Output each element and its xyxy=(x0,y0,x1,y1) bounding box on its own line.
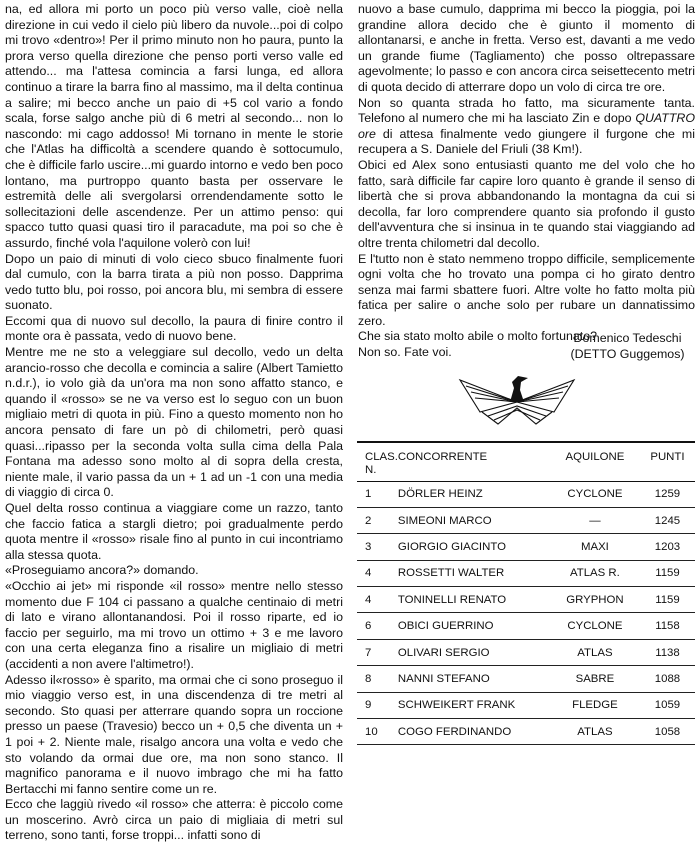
cell-glider: FLEDGE xyxy=(572,699,618,712)
cell-glider: CYCLONE xyxy=(567,620,623,633)
cell-points: 1058 xyxy=(654,725,681,738)
cell-glider: ATLAS xyxy=(577,725,613,738)
header-points: PUNTI xyxy=(650,451,685,463)
cell-glider: — xyxy=(589,514,601,527)
cell-points: 1159 xyxy=(655,593,680,606)
cell-pilot: TONINELLI RENATO xyxy=(397,593,507,606)
cell-position: 10 xyxy=(365,725,378,738)
article-paragraph: Mentre me ne sto a veleggiare sul decollo, vedo un delta arancio-rosso che decolla e comincia a salire (Albert Tamietto n.d.r.), io volo già da un'ora ma non sono affatto stanco, e quando il «rosso» se ne va verso est lo seguo con un buon migliaio metri di quota in più. Fino a questo momento non ho ancora pensato di fare un pò di chilometri, però quasi quasi...ripasso per la seconda volta sulla cima della Pala Fontana ma adesso sono molto al di sopra della cresta, niente male, il vario passa da un + 1 ad un -1 con una media di viaggio di circa 0. xyxy=(5,345,343,500)
article-paragraph: Dopo un paio di minuti di volo cieco sbuco finalmente fuori dal cumulo, con la barra tirata a più non posso. Dapprima vedo tutto blu, poi rosso, poi ancora blu, mi sembra di essere suonato. xyxy=(5,251,343,313)
cell-position: 4 xyxy=(365,593,372,606)
cell-pilot: GIORGIO GIACINTO xyxy=(397,540,506,553)
cell-glider: SABRE xyxy=(575,672,615,685)
cell-position: 7 xyxy=(365,646,372,659)
cell-glider: GRYPHON xyxy=(566,593,624,606)
table-row xyxy=(357,613,695,639)
cell-points: 1203 xyxy=(654,540,681,553)
results-table-wrapper xyxy=(357,441,695,745)
table-row xyxy=(357,534,695,560)
header-pilot: CONCORRENTE xyxy=(397,451,488,463)
table-row xyxy=(357,666,695,692)
cell-pilot: SIMEONI MARCO xyxy=(397,514,492,527)
article-paragraph: Non so quanta strada ho fatto, ma sicuramente tanta. Telefono al numero che mi ha lasciato Zin e dopo QUATTRO ore di attesa finalmente vedo giungere il furgone che mi recupera a S. Daniele del Friuli (38 Km!). xyxy=(358,95,695,157)
table-row xyxy=(357,481,695,507)
article-paragraph: Eccomi qua di nuovo sul decollo, la paura di finire contro il monte ora è passata, vedo di nuovo bene. xyxy=(5,313,343,344)
article-paragraph: nuovo a base cumulo, dapprima mi becco la pioggia, poi la grandine allora decido che è giunto il momento di allontanarsi, e anche in fretta. Verso est, davanti a me vedo un grande fiume (Tagliamento) che posso oltrepassare agevolmente; lo passo e con ancora circa seisettecento metri di quota decido di atterrare dopo un volo di circa tre ore. xyxy=(358,2,695,94)
cell-points: 1158 xyxy=(655,620,680,633)
cell-position: 2 xyxy=(365,514,372,527)
cell-pilot: SCHWEIKERT FRANK xyxy=(397,699,516,712)
header-position: CLAS. N. xyxy=(365,451,398,476)
article-paragraph: Che sia stato molto abile o molto fortunato? xyxy=(358,329,597,344)
cell-position: 9 xyxy=(365,699,372,712)
author-name: Domenico Tedeschi xyxy=(573,331,682,345)
cell-points: 1259 xyxy=(654,488,681,501)
table-header-row xyxy=(357,443,695,481)
cell-position: 3 xyxy=(365,540,372,553)
table-row xyxy=(357,507,695,533)
cell-points: 1138 xyxy=(655,646,680,659)
cell-pilot: OLIVARI SERGIO xyxy=(397,646,490,659)
cell-glider: CYCLONE xyxy=(567,488,623,501)
cell-glider: ATLAS R. xyxy=(570,567,620,580)
article-paragraph: Obici ed Alex sono entusiasti quanto me del volo che ho fatto, sarà difficile far capire loro quanto è grande il senso di libertà che si prova abbandonando la montagna da cui si decolla, far loro comprendere quanto sia profondo il gusto dell'avventura che si insinua in te quando stai viaggiando ad oltre trenta chilometri dal decollo. xyxy=(358,157,695,250)
results-table-body xyxy=(357,481,695,745)
cell-position: 6 xyxy=(365,620,372,633)
cell-pilot: DÖRLER HEINZ xyxy=(397,488,483,501)
cell-position: 4 xyxy=(365,567,372,580)
cell-position: 8 xyxy=(365,672,372,685)
article-paragraph: Adesso il«rosso» è sparito, ma ormai che ci sono proseguo il mio viaggio verso est, in una discendenza di tre metri al secondo. Sto quasi per atterrare quando sopra un roccione presso un paese (Travesio) becco un + 0,5 che diventa un + 1 poi + 2. Niente male, risalgo ancora una volta e vedo che sto volando da ormai due ore, ma non sono stanco. Il magnifico panorama e il nuovo imbrago che mi ha fatto Bertacchi mi fanno sentire come un re. xyxy=(5,672,343,796)
article-paragraph: na, ed allora mi porto un poco più verso valle, cioè nella direzione in cui vedo il cielo più libero da nuvole...poi di colpo mi trovo «dentro»! Per il primo minuto non ho paura, punto la prora verso quella direzione che penso porti verso valle ed attendo... ma l'attesa comincia a farsi lunga, ed allora continuo a tirare la barra fino al massimo, ma il delta continua a salire; mi becco anche un paio di +5 col vario a fondo scala, forse salgo anche più di 6 metri al secondo... non lo nascondo: mi cago addosso! Mi tornano in mente le storie che l'Atlas ha difficoltà a scendere quando è sottocumulo, che è difficile farlo uscire...mi guardo intorno e vedo ben poco lontano, ma purtroppo quanto basta per osservare le estremità delle ali svergolarsi orrendendamente sotto le sollecitazioni delle ascendenze. Per un attimo penso: qui spacco tutto quasi quasi tiro il paracadute, ma poi so che è assurdo, finché vola l'aquilone volerò con lui! xyxy=(5,2,343,250)
cell-pilot: ROSSETTI WALTER xyxy=(397,567,505,580)
cell-position: 1 xyxy=(365,488,372,501)
results-table xyxy=(357,443,695,745)
author-signature xyxy=(560,331,695,362)
cell-points: 1245 xyxy=(654,514,681,527)
table-row xyxy=(357,560,695,586)
article-paragraph: Quel delta rosso continua a viaggiare come un razzo, tanto che faccio fatica a stargli dietro; poi gradualmente perdo quota mentre il «rosso» risale fino al punto in cui incontriamo alla stessa quota. xyxy=(5,501,343,562)
cell-points: 1159 xyxy=(655,567,680,580)
article-paragraph: «Occhio ai jet» mi risponde «il rosso» mentre nello stesso momento due F 104 ci passano a qualche centinaio di metri di lato e virano allontanandosi. Poi il rosso riparte, ed io faccio per seguirlo, ma mi trovo un ottimo + 3 e me lavoro con una certa eleganza fino a risalire un migliaio di metri (accidenti a non avere l'altimetro!). xyxy=(5,578,343,671)
author-alias: (DETTO Guggemos) xyxy=(570,346,685,361)
eagle-logo-icon xyxy=(458,372,576,428)
table-row xyxy=(357,719,695,745)
cell-glider: MAXI xyxy=(580,540,609,553)
article-right-column xyxy=(358,2,695,361)
cell-pilot: OBICI GUERRINO xyxy=(397,620,494,633)
article-left-column xyxy=(5,2,343,844)
header-glider: AQUILONE xyxy=(565,451,625,463)
article-paragraph: E l'tutto non è stato nemmeno troppo difficile, semplicemente ogni volta che ho trovato una pompa ci ho girato dentro senza mai farmi sbattere fuori. Altre volte ho fatto molta più fatica per salire o anche solo per rubare un dannatissimo zero. xyxy=(358,251,695,328)
table-row xyxy=(357,692,695,718)
table-row xyxy=(357,639,695,665)
cell-pilot: COGO FERDINANDO xyxy=(397,725,512,738)
article-paragraph: Ecco che laggiù rivedo «il rosso» che atterra: è piccolo come un moscerino. Avrò circa un paio di migliaia di metri sul terreno, sono tanti, forse troppi... infatti sono di xyxy=(5,797,343,843)
cell-points: 1088 xyxy=(654,672,681,685)
article-paragraph: Non so. Fate voi. xyxy=(358,345,452,360)
table-row xyxy=(357,587,695,613)
cell-glider: ATLAS xyxy=(577,646,613,659)
cell-points: 1059 xyxy=(654,699,681,712)
cell-pilot: NANNI STEFANO xyxy=(397,672,490,685)
article-paragraph: «Proseguiamo ancora?» domando. xyxy=(5,563,199,578)
